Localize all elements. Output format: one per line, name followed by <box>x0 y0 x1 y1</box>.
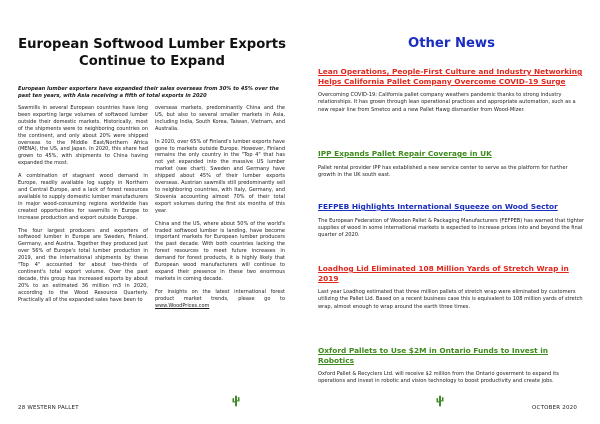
news-summary: Pallet rental provider IPP has established a new service center to serve as the platform for further growth in the UK south east. <box>318 164 568 178</box>
news-item <box>318 67 586 114</box>
news-summary: Last year Loadhog estimated that three million pallets of stretch wrap were eliminated by customers utilizing the Pallet Lid. Based on a recent business case this is equivalent to 108 million yards of stretch wrap, almost enough to wrap around the earth three times. <box>318 289 583 310</box>
article-deck: European lumber exporters have expanded their sales overseas from 30% to 45% over the past ten years, with Asia receiving a fifth of total exports in 2020 <box>18 86 279 100</box>
news-headline[interactable]: Loadhog Lid Eliminated 108 Million Yards of Stretch Wrap in 2019 <box>318 264 569 283</box>
paragraph: Sawmills in several European countries have long been exporting large volumes of softwood lumber outside their domestic markets. Historically, most of the shipments were to neighboring countries on the continent, and only about 20% were shipped overseas to the Middle East/Northern Africa (MENA), the US, and Japan. In 2020, this share had grown to 45%, with shipments to China having expanded the most. <box>18 105 148 167</box>
news-item <box>318 202 586 239</box>
news-item <box>318 346 586 386</box>
folio-left: 28 WESTERN PALLET <box>18 405 79 411</box>
article-column-2 <box>155 105 285 315</box>
news-summary: Oxford Pallet & Recyclers Ltd. will receive $2 million from the Ontario goverment to expand its operations and invest in robotic and vision technology to boost productivity and create jobs. <box>318 371 559 385</box>
news-headline[interactable]: FEFPEB Highlights International Squeeze on Wood Sector <box>318 202 558 211</box>
cactus-icon <box>232 395 240 407</box>
paragraph: China and the US, where about 50% of the world's traded softwood lumber is landing, have become important markets for European lumber producers the past decade. With both countries lacking the forest resources to meet future increases in demand for forest products, it is highly likely that European wood manufacturers will continue to expand their presence in these two enormous markets in coming decade. <box>155 220 285 282</box>
paragraph: The four largest producers and exporters of softwood lumber in Europe are Sweden, Finland, Germany, and Austria. Together they produced just over 56% of Europe's total lumber production in 2019, and the international shipments by these "Top 4" accounted for about two-thirds of continent's total export volume. Over the past decade, this group has increased exports by about 20% to an estimated 36 million m3 in 2020, according to the Wood Resource Quarterly. Practically all of the expanded sales have been to <box>18 227 148 303</box>
woodprices-link[interactable]: www.WoodPrices.com <box>155 302 210 309</box>
paragraph: overseas markets, predominantly China and the US, but also to several smaller markets in Asia, including India, South Korea, Taiwan, Vietnam, and Australia. <box>155 105 285 132</box>
article-title: European Softwood Lumber Exports Continue to Expand <box>18 37 286 69</box>
paragraph: In 2020, over 65% of Finland's lumber exports have gone to markets outside Europe. However, Finland remains the only country in the "Top 4" that has not yet expanded into the massive US lumber market (see chart). Sweden and Germany have shipped about 45% of their lumber exports overseas. Austrian sawmills still predominantly sell to neighboring countries, with Italy, Germany, and Slovenia accounting almost 70% of their total export volumes during the first six months of this year. <box>155 138 285 214</box>
paragraph: A combination of stagnant wood demand in Europe, readily available log supply in Northern and Central Europe, and a lack of forest resources available to supply domestic lumber manufacturers in major wood-consuming regions worldwide has created opportunities for sawmills in Europe to increase production and export outside Europe. <box>18 173 148 221</box>
cta-text: For insights on the latest international forest product market trends, please go to <box>155 288 285 302</box>
news-headline[interactable]: Oxford Pallets to Use $2M in Ontario Funds to Invest in Robotics <box>318 346 549 365</box>
news-item <box>318 264 586 311</box>
news-item <box>318 149 586 179</box>
paragraph <box>155 289 285 310</box>
news-summary: Overcoming COVID-19: California pallet company weathers pandemic thanks to strong industry relationships. It has grown through lean operational practices and appropriate automation, such as a new repair line from Smetco and a new Pallet Hawg dismantler from Wood-Mizer. <box>318 92 576 113</box>
other-news-title: Other News <box>408 36 495 51</box>
folio-right: OCTOBER 2020 <box>532 405 578 411</box>
article-column-1 <box>18 105 148 309</box>
news-headline[interactable]: Lean Operations, People-First Culture and Industry Networking Helps California Pallet Company Overcome COVID-19 Surge <box>318 67 583 86</box>
news-summary: The European Federation of Wooden Pallet & Packaging Manufacturers (FEFPEB) has warned that tighter supplies of wood in some international markets is expected to increase prices into and beyond the final quarter of 2020. <box>318 217 585 238</box>
cactus-icon <box>436 395 444 407</box>
news-headline[interactable]: IPP Expands Pallet Repair Coverage in UK <box>318 149 492 158</box>
